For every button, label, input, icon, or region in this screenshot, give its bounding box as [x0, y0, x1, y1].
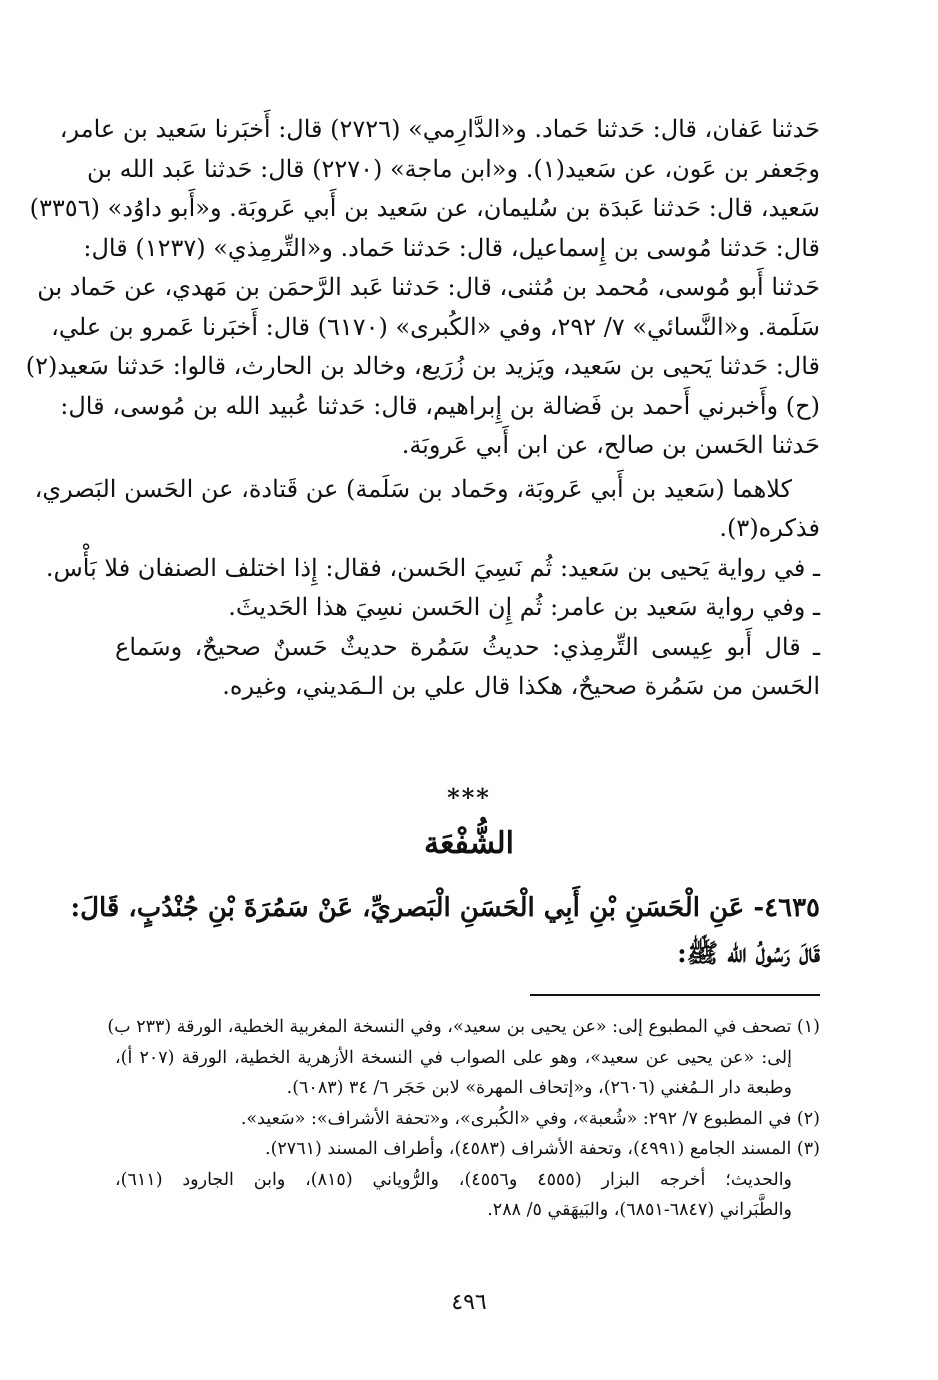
body-line: حَدثنا الحَسن بن صالح، عن ابن أَبي عَروبَة. [401, 431, 820, 459]
body-line: وجَعفر بن عَون، عن سَعيد(١). و«ابن ماجة» (٢٢٧٠) قال: حَدثنا عَبد الله بن [87, 154, 820, 183]
section-title: الشُّفْعَة [424, 826, 514, 861]
body-line: قال: حَدثنا مُوسى بن إِسماعيل، قال: حَدثنا حَماد. و«التِّرمِذي» (١٢٣٧) قال: [83, 233, 820, 262]
footnote-line: (٣) المسند الجامع (٤٩٩١)، وتحفة الأشراف (٤٥٨٣)، وأطراف المسند (٢٧٦١). [265, 1139, 820, 1159]
body-line: (ح) وأَخبرني أَحمد بن فَضالة بن إِبراهيم، قال: حَدثنا عُبيد الله بن مُوسى، قال: [60, 391, 820, 420]
body-line: سَلَمة. و«النَّسائي» ٧/ ٢٩٢، وفي «الكُبرى» (٦١٧٠) قال: أَخبَرنا عَمرو بن علي، [51, 312, 820, 341]
tirmidhi-line: الحَسن من سَمُرة صحيحٌ، هكذا قال علي بن الـمَديني، وغيره. [222, 672, 820, 700]
footnote-line: (٢) في المطبوع ٧/ ٢٩٢: «شُعبة»، وفي «الكُبرى»، و«تحفة الأشراف»: «سَعيد». [240, 1108, 820, 1129]
body-line: حَدثنا أَبو مُوسى، مُحمد بن مُثنى، قال: حَدثنا عَبد الرَّحمَن بن مَهدي، عن حَماد بن [37, 273, 820, 301]
footnote-line: والطَّبَراني (٦٨٤٧-٦٨٥١)، والبَيهَقي ٥/ ٢٨٨. [487, 1200, 792, 1220]
paragraph-line: كلاهما (سَعيد بن أَبي عَروبَة، وحَماد بن سَلَمة) عن قَتادة، عن الحَسن البَصري، [34, 474, 792, 503]
footnote-divider [530, 994, 820, 996]
footnote-line: إلى: «عن يحيى عن سعيد»، وهو على الصواب في النسخة الأزهرية الخطية، الورقة (٢٠٧ أ)، [115, 1047, 792, 1068]
footnote-line: والحديث؛ أخرجه البزار (٤٥٥٥ و٤٥٥٦)، والرُّوياني (٨١٥)، وابن الجارود (٦١١)، [115, 1169, 793, 1190]
tirmidhi-line: ـ قال أَبو عِيسى التِّرمِذي: حديثُ سَمُرة حديثٌ حَسنٌ صحيحٌ، وسَماع [115, 632, 820, 661]
page-number: ٤٩٦ [451, 1290, 487, 1315]
footnote-line: وطبعة دار الـمُغني (٢٦٠٦)، و«إتحاف المهرة» لابن حَجَر ٦/ ٣٤ (٦٠٨٣). [286, 1078, 792, 1098]
body-line: قال: حَدثنا يَحيى بن سَعيد، ويَزيد بن زُرَيع، وخالد بن الحارث، قالوا: حَدثنا سَعيد(٢) [25, 352, 820, 380]
hadith-line: ٤٦٣٥- عَنِ الْحَسَنِ بْنِ أَبِي الْحَسَنِ الْبَصريِّ، عَنْ سَمُرَةَ بْنِ جُنْدُبٍ، قَالَ: [70, 893, 820, 923]
section-separator: *** [447, 783, 491, 812]
footnote-line: (١) تصحف في المطبوع إلى: «عن يحيى بن سعيد»، وفي النسخة المغربية الخطية، الورقة (٢٣٣ ب) [107, 1017, 820, 1037]
bullet-line: ـ في رواية يَحيى بن سَعيد: ثُم نَسِيَ الحَسن، فقال: إِذا اختلف الصنفان فلا بَأْس. [45, 553, 820, 582]
hadith-line: قَالَ رَسُولُ الله ﷺ: [677, 939, 820, 969]
body-line: حَدثنا عَفان، قال: حَدثنا حَماد. و«الدَّارِمي» (٢٧٢٦) قال: أَخبَرنا سَعيد بن عامر، [59, 115, 820, 143]
body-line: سَعيد، قال: حَدثنا عَبدَة بن سُليمان، عن سَعيد بن أَبي عَروبَة. و«أَبو داوُد» (٣٣٥٦) [29, 194, 820, 222]
main-text [25, 110, 820, 707]
footnotes [107, 1012, 820, 1226]
paragraph-line: فذكره(٣). [719, 514, 820, 542]
hadith-text [70, 885, 820, 977]
bullet-line: ـ وفي رواية سَعيد بن عامر: ثُم إِن الحَسن نسِيَ هذا الحَديثَ. [228, 593, 820, 621]
